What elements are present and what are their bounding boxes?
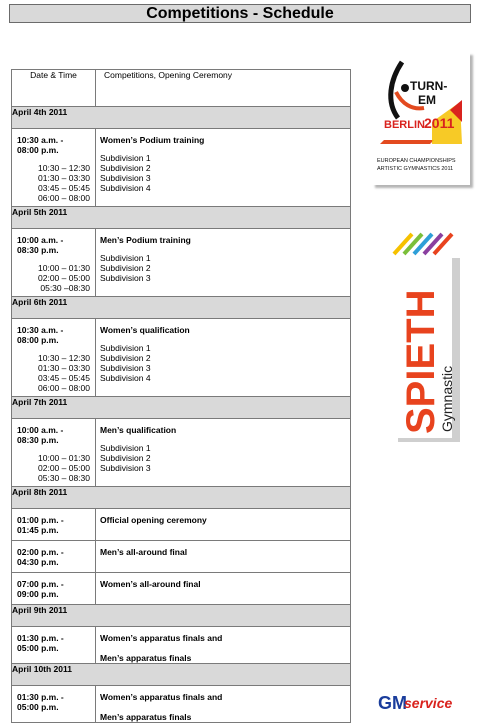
time-range: 01:30 p.m. - 05:00 p.m.	[17, 633, 64, 653]
subdivision-name: Subdivision 4	[100, 183, 151, 193]
time-range: 10:30 a.m. - 08:00 p.m.	[17, 135, 64, 155]
time-cell	[12, 229, 96, 297]
day-header-row	[12, 207, 351, 229]
event-cell	[96, 627, 351, 664]
day-header-row	[12, 487, 351, 509]
schedule-row	[12, 509, 351, 541]
day-date: April 6th 2011	[12, 297, 351, 319]
subdivision-time: 05:30 –08:30	[40, 283, 90, 293]
day-header-row	[12, 397, 351, 419]
subdivision-name: Subdivision 4	[100, 373, 151, 383]
subdivision-time: 06:00 – 08:00	[38, 193, 90, 203]
subdivision-name: Subdivision 2	[100, 453, 151, 463]
event-cell	[96, 319, 351, 397]
event-cell	[96, 541, 351, 573]
subdivision-time: 02:00 – 05:00	[38, 463, 90, 473]
schedule-row	[12, 129, 351, 207]
subdivision-name: Subdivision 2	[100, 163, 151, 173]
time-cell	[12, 509, 96, 541]
event-cell	[96, 573, 351, 605]
subdivision-time: 10:00 – 01:30	[38, 263, 90, 273]
subdivision-name: Subdivision 1	[100, 343, 151, 353]
subdivision-name: Subdivision 3	[100, 463, 151, 473]
subdivision-time: 10:30 – 12:30	[38, 163, 90, 173]
spieth-brand-text: SPIETH	[399, 289, 443, 434]
turn-em-berlin-logo	[372, 52, 470, 185]
time-range: 07:00 p.m. - 09:00 p.m.	[17, 579, 64, 599]
subdivision-time: 06:00 – 08:00	[38, 383, 90, 393]
time-cell	[12, 419, 96, 487]
logo-turn-text: TURN-	[410, 79, 448, 93]
day-date: April 4th 2011	[12, 107, 351, 129]
event-name: Official opening ceremony	[100, 515, 207, 525]
time-cell	[12, 541, 96, 573]
subdivision-time: 01:30 – 03:30	[38, 363, 90, 373]
gm-service-logo	[378, 693, 470, 717]
subdivision-name: Subdivision 3	[100, 273, 151, 283]
day-date: April 8th 2011	[12, 487, 351, 509]
time-cell	[12, 686, 96, 723]
event-name: Women’s all-around final	[100, 579, 201, 589]
subdivision-time: 03:45 – 05:45	[38, 373, 90, 383]
event-name: Women’s Podium training	[100, 135, 205, 145]
subdivision-name: Subdivision 1	[100, 253, 151, 263]
event-name: Men’s qualification	[100, 425, 177, 435]
subdivision-name: Subdivision 1	[100, 443, 151, 453]
subdivision-name: Subdivision 3	[100, 173, 151, 183]
time-cell	[12, 129, 96, 207]
page-title: Competitions - Schedule	[9, 4, 471, 23]
spieth-sub-text: Gymnastic	[439, 365, 455, 432]
schedule-row	[12, 419, 351, 487]
header-competitions: Competitions, Opening Ceremony	[96, 70, 351, 107]
subdivision-time: 05:30 – 08:30	[38, 473, 90, 483]
day-date: April 9th 2011	[12, 605, 351, 627]
subdivision-time: 01:30 – 03:30	[38, 173, 90, 183]
logo-year-text: 2011	[424, 115, 455, 131]
event-cell	[96, 509, 351, 541]
logo-caption-1: EUROPEAN CHAMPIONSHIPS	[377, 158, 456, 164]
schedule-row	[12, 229, 351, 297]
subdivision-name: Subdivision 3	[100, 363, 151, 373]
spieth-gymnastic-logo	[390, 232, 460, 442]
day-header-row	[12, 664, 351, 686]
logo-berlin-text: BERLIN	[384, 119, 425, 131]
subdivision-name: Subdivision 2	[100, 263, 151, 273]
day-date: April 5th 2011	[12, 207, 351, 229]
gm-mark: GM	[378, 693, 407, 713]
logo-caption-2: ARTISTIC GYMNASTICS 2011	[377, 166, 454, 172]
time-range: 02:00 p.m. - 04:30 p.m.	[17, 547, 64, 567]
logo-em-text: EM	[418, 93, 436, 107]
schedule-row	[12, 627, 351, 664]
schedule-table	[11, 69, 351, 723]
event-name: Women’s qualification	[100, 325, 190, 335]
subdivision-time: 10:00 – 01:30	[38, 453, 90, 463]
event-name: Women’s apparatus finals and Men’s apparatus finals	[100, 692, 223, 722]
gm-service-word: service	[404, 695, 453, 711]
time-range: 10:00 a.m. - 08:30 p.m.	[17, 425, 64, 445]
event-cell	[96, 686, 351, 723]
subdivision-time: 02:00 – 05:00	[38, 273, 90, 283]
time-cell	[12, 319, 96, 397]
schedule-row	[12, 541, 351, 573]
table-header-row	[12, 70, 351, 107]
day-date: April 7th 2011	[12, 397, 351, 419]
event-name: Women’s apparatus finals and Men’s apparatus finals	[100, 633, 223, 663]
time-cell	[12, 627, 96, 664]
time-range: 10:30 a.m. - 08:00 p.m.	[17, 325, 64, 345]
schedule-row	[12, 319, 351, 397]
day-header-row	[12, 297, 351, 319]
event-name: Men’s Podium training	[100, 235, 191, 245]
time-range: 01:00 p.m. - 01:45 p.m.	[17, 515, 64, 535]
event-name: Men’s all-around final	[100, 547, 188, 557]
event-cell	[96, 229, 351, 297]
schedule-row	[12, 573, 351, 605]
day-date: April 10th 2011	[12, 664, 351, 686]
subdivision-name: Subdivision 1	[100, 153, 151, 163]
header-date-time: Date & Time	[12, 70, 96, 107]
event-cell	[96, 419, 351, 487]
time-range: 10:00 a.m. - 08:30 p.m.	[17, 235, 64, 255]
schedule-row	[12, 686, 351, 723]
event-cell	[96, 129, 351, 207]
time-cell	[12, 573, 96, 605]
subdivision-name: Subdivision 2	[100, 353, 151, 363]
time-range: 01:30 p.m. - 05:00 p.m.	[17, 692, 64, 712]
day-header-row	[12, 107, 351, 129]
day-header-row	[12, 605, 351, 627]
subdivision-time: 10:30 – 12:30	[38, 353, 90, 363]
subdivision-time: 03:45 – 05:45	[38, 183, 90, 193]
